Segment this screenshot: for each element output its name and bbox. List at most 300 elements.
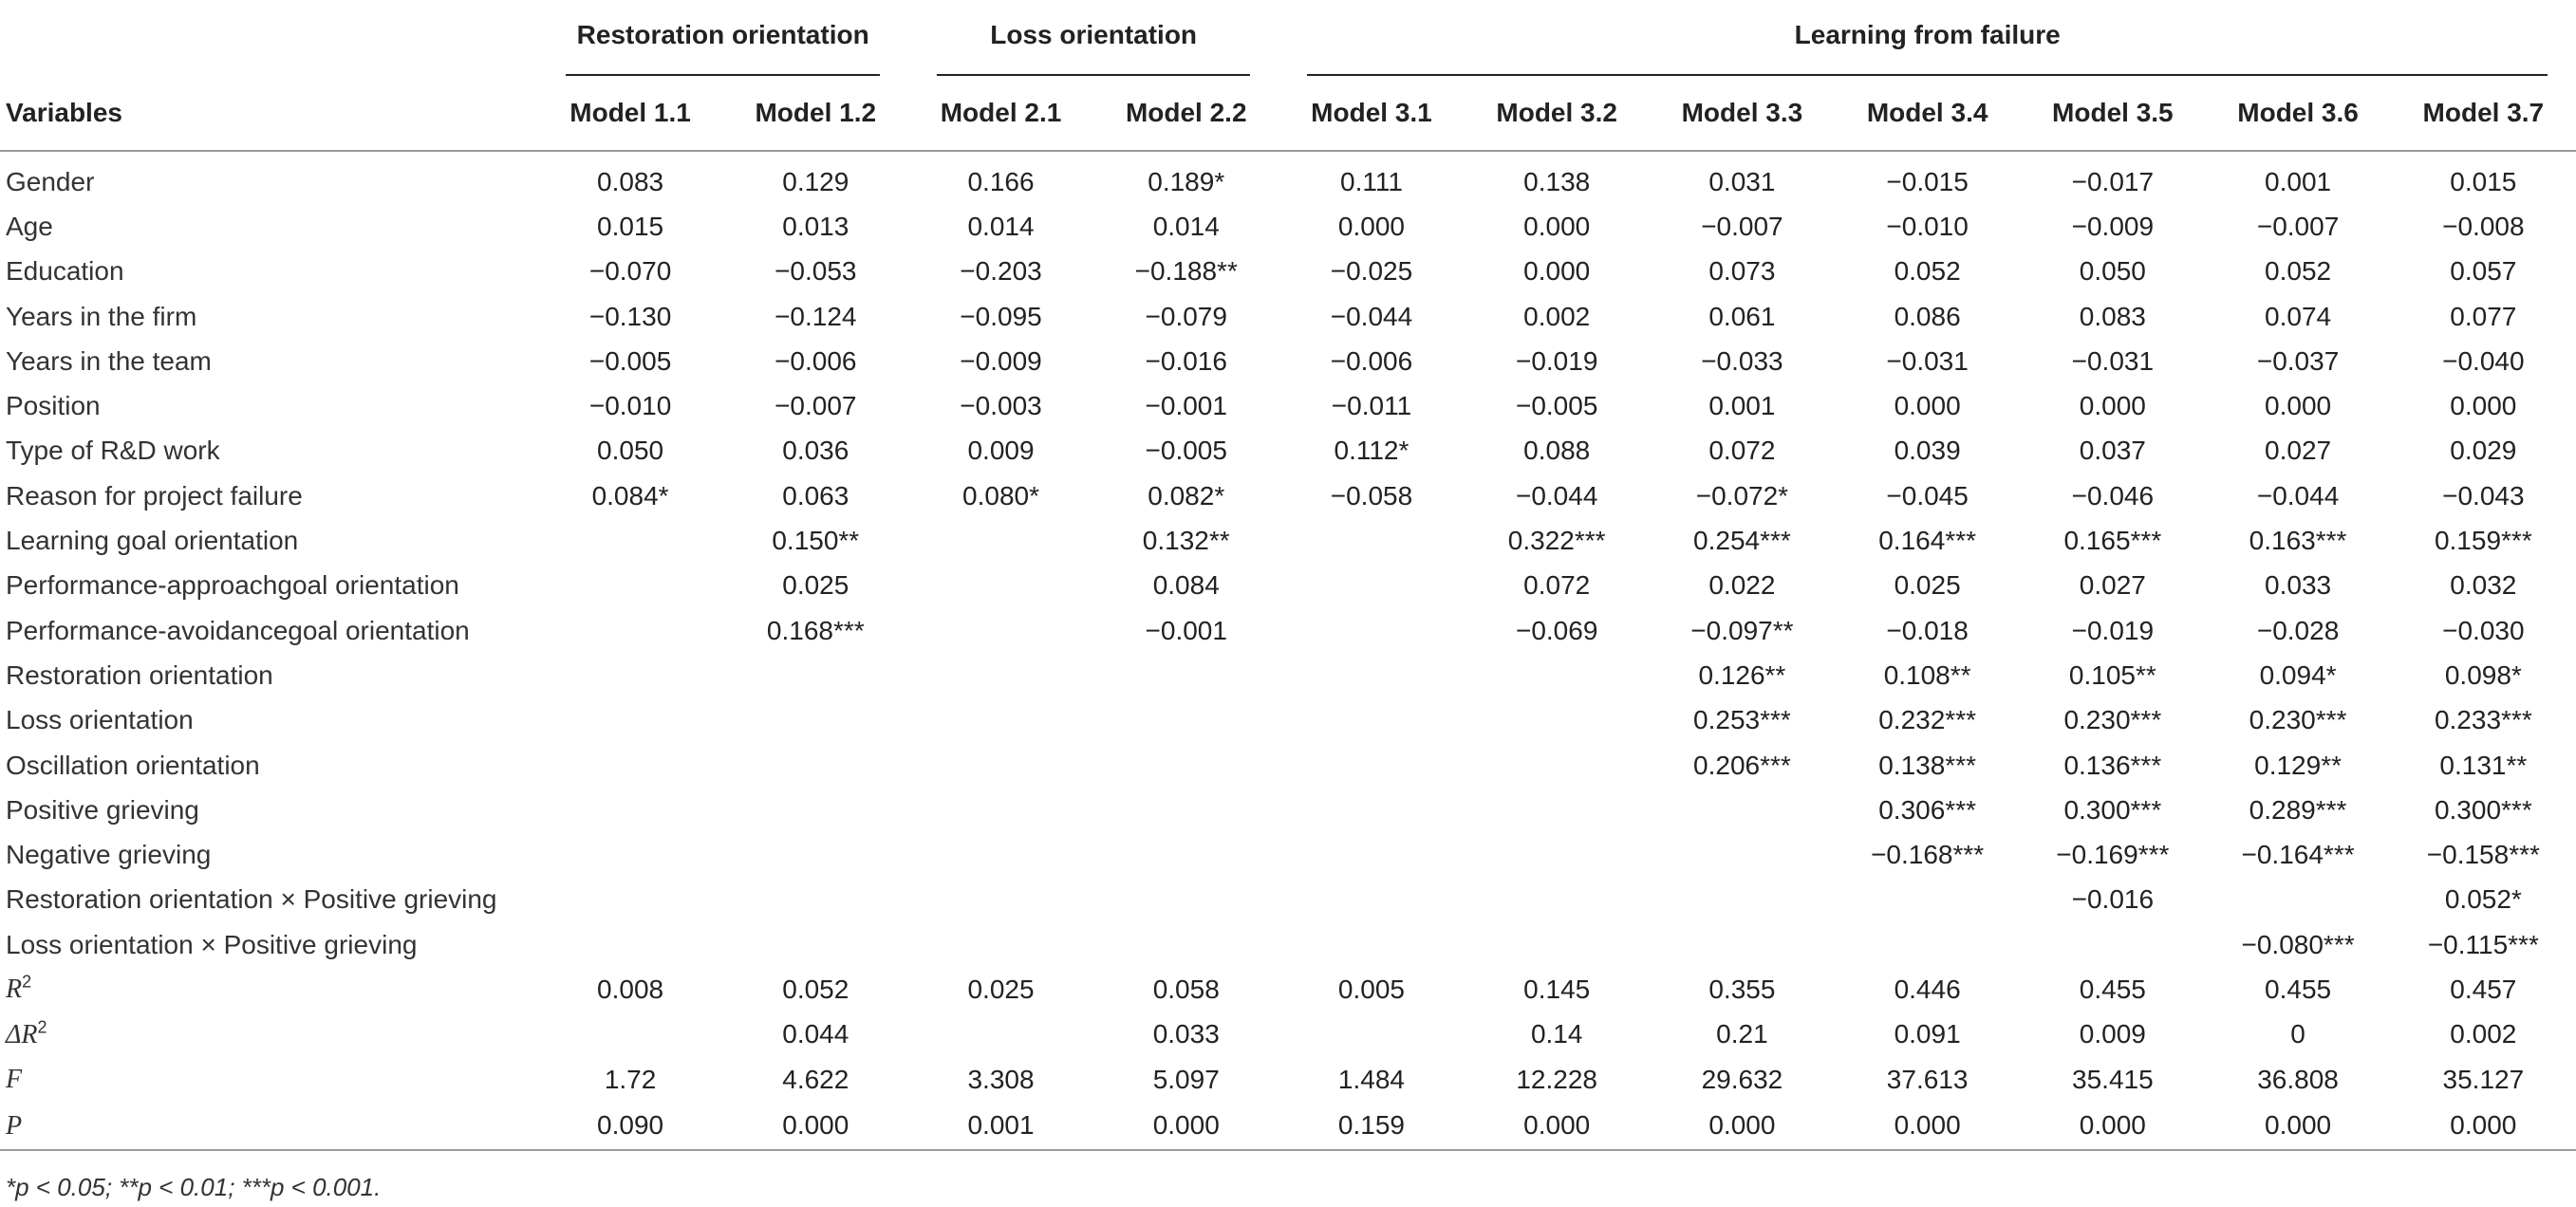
coefficient-cell: 0.033 [1152, 1019, 1220, 1049]
coefficient-cell: 0.14 [1530, 1019, 1583, 1049]
coefficient-cell [908, 922, 1093, 967]
coefficient-cell: 0.230*** [2249, 705, 2347, 735]
coefficient-cell: 0 [2290, 1019, 2305, 1049]
coefficient-cell [1279, 653, 1464, 697]
variable-label-text: Restoration orientation × Positive grieving [6, 884, 497, 915]
variable-label [0, 1057, 537, 1102]
coefficient-cell: −0.168*** [1871, 840, 1985, 870]
variable-label-text: Age [6, 211, 53, 241]
coefficient-cell: 0.058 [1152, 974, 1220, 1004]
coefficient-cell: −0.005 [1515, 391, 1598, 421]
coefficient-cell: 0.000 [2020, 1102, 2205, 1150]
variable-label-text: Years in the firm [6, 301, 197, 331]
coefficient-cell: 0.025 [782, 570, 849, 601]
coefficient-cell: 0.082* [1148, 480, 1225, 511]
model-header: Model 3.3 [1650, 76, 1835, 151]
variable-label-superscript: 2 [37, 1017, 47, 1037]
coefficient-cell: 0.057 [2450, 256, 2517, 287]
coefficient-cell: 0.027 [2265, 436, 2332, 466]
coefficient-cell: 0.455 [2079, 974, 2146, 1004]
table-row [0, 832, 2576, 877]
coefficient-cell: 4.622 [782, 1064, 849, 1094]
coefficient-cell: 0.159*** [2434, 526, 2532, 556]
coefficient-cell [723, 832, 908, 877]
coefficient-cell [1465, 832, 1650, 877]
group-header-restoration: Restoration orientation [537, 0, 907, 76]
coefficient-cell: 0.168*** [766, 615, 865, 645]
coefficient-cell: 37.613 [1886, 1064, 1969, 1094]
coefficient-cell: 0.254*** [1693, 526, 1791, 556]
coefficient-cell: 0.001 [2265, 166, 2332, 196]
coefficient-cell: −0.016 [1145, 345, 1227, 376]
table-row [0, 151, 2576, 204]
coefficient-cell [1650, 788, 1835, 832]
coefficient-cell: 0.013 [782, 211, 849, 241]
variable-label [0, 922, 537, 967]
coefficient-cell: 0.050 [597, 436, 664, 466]
table-row [0, 474, 2576, 518]
coefficient-cell [908, 1012, 1093, 1057]
variable-label [0, 967, 537, 1012]
table-row [0, 743, 2576, 788]
coefficient-cell: 0.306*** [1878, 794, 1976, 825]
coefficient-cell: 35.415 [2072, 1064, 2154, 1094]
variable-label-text: Education [6, 256, 124, 287]
coefficient-cell: 0.000 [1523, 211, 1591, 241]
model-header: Model 3.4 [1835, 76, 2020, 151]
coefficient-cell: −0.019 [2071, 615, 2155, 645]
table-row [0, 608, 2576, 653]
variable-label [0, 339, 537, 383]
coefficient-cell: 0.000 [1650, 1102, 1835, 1150]
coefficient-cell: 0.108** [1883, 659, 1971, 690]
coefficient-cell [1465, 788, 1650, 832]
variable-label-text: P [6, 1110, 23, 1141]
coefficient-cell: 0.159 [1279, 1102, 1464, 1150]
coefficient-cell: −0.095 [960, 301, 1042, 331]
coefficient-cell: 5.097 [1152, 1064, 1220, 1094]
coefficient-cell [1279, 608, 1464, 653]
coefficient-cell [1279, 518, 1464, 563]
coefficient-cell: 0.098* [2444, 659, 2522, 690]
coefficient-cell: 0.000 [1465, 1102, 1650, 1150]
variable-label-text: Gender [6, 166, 95, 196]
coefficient-cell: 35.127 [2442, 1064, 2525, 1094]
coefficient-cell [1835, 878, 2020, 922]
table-row [0, 878, 2576, 922]
model-header: Model 3.5 [2020, 76, 2205, 151]
variable-label-text: Performance-approachgoal orientation [6, 570, 459, 601]
table-row [0, 294, 2576, 339]
coefficient-cell: −0.164*** [2241, 840, 2355, 870]
variable-label [0, 564, 537, 608]
coefficient-cell [1279, 788, 1464, 832]
coefficient-cell: 0.132** [1142, 526, 1230, 556]
coefficient-cell: −0.203 [960, 256, 1042, 287]
coefficient-cell: 0.322*** [1507, 526, 1606, 556]
coefficient-cell: 0.000 [1835, 1102, 2020, 1150]
coefficient-cell [723, 698, 908, 743]
coefficient-cell: 0.129** [2254, 750, 2342, 780]
variable-label [0, 1102, 537, 1150]
coefficient-cell [1279, 1012, 1464, 1057]
coefficient-cell: −0.070 [588, 256, 672, 287]
coefficient-cell: 0.150** [772, 526, 860, 556]
variable-label [0, 653, 537, 697]
coefficient-cell [1465, 653, 1650, 697]
coefficient-cell [1279, 564, 1464, 608]
coefficient-cell [908, 564, 1093, 608]
variable-label-text: Years in the team [6, 345, 212, 376]
coefficient-cell [908, 518, 1093, 563]
model-header-row [0, 76, 2576, 151]
coefficient-cell: −0.031 [2071, 345, 2155, 376]
variable-label [0, 743, 537, 788]
variable-label [0, 294, 537, 339]
coefficient-cell: −0.045 [1886, 480, 1969, 511]
coefficient-cell [537, 608, 722, 653]
table-row [0, 922, 2576, 967]
variable-label-text: Negative grieving [6, 840, 212, 870]
coefficient-cell: 0.138 [1523, 166, 1591, 196]
significance-footnote: *p < 0.05; **p < 0.01; ***p < 0.001. [6, 1173, 382, 1201]
coefficient-cell: 0.105** [2068, 659, 2156, 690]
variable-label [0, 250, 537, 294]
coefficient-cell: −0.069 [1515, 615, 1598, 645]
coefficient-cell: 0.253*** [1693, 705, 1791, 735]
coefficient-cell: 0.000 [2450, 391, 2517, 421]
coefficient-cell: −0.037 [2256, 345, 2340, 376]
coefficient-cell: −0.079 [1145, 301, 1227, 331]
coefficient-cell: 0.008 [597, 974, 664, 1004]
coefficient-cell: −0.017 [2071, 166, 2155, 196]
variable-label-text: Learning goal orientation [6, 526, 299, 556]
coefficient-cell [537, 922, 722, 967]
coefficient-cell: 0.289*** [2249, 794, 2347, 825]
coefficient-cell: 0.300*** [2434, 794, 2532, 825]
coefficient-cell: 0.000 [1523, 256, 1591, 287]
coefficient-cell [723, 878, 908, 922]
coefficient-cell: −0.005 [1145, 436, 1227, 466]
coefficient-cell [1465, 743, 1650, 788]
coefficient-cell: −0.040 [2442, 345, 2525, 376]
model-header: Model 3.7 [2391, 76, 2576, 151]
coefficient-cell: 0.009 [967, 436, 1035, 466]
coefficient-cell: −0.007 [775, 391, 857, 421]
coefficient-cell [1465, 922, 1650, 967]
group-header-learning: Learning from failure [1279, 0, 2576, 76]
coefficient-cell: −0.011 [1331, 391, 1412, 421]
coefficient-cell: −0.018 [1886, 615, 1969, 645]
coefficient-cell: 0.015 [597, 211, 664, 241]
coefficient-cell: 12.228 [1516, 1064, 1597, 1094]
coefficient-cell: 0.052* [2444, 884, 2522, 915]
coefficient-cell: 0.080* [962, 480, 1039, 511]
coefficient-cell [1650, 878, 1835, 922]
coefficient-cell: 0.037 [2079, 436, 2146, 466]
coefficient-cell [537, 653, 722, 697]
coefficient-cell: 0.005 [1337, 974, 1405, 1004]
coefficient-cell: −0.158*** [2426, 840, 2540, 870]
variable-label [0, 788, 537, 832]
coefficient-cell: −0.124 [775, 301, 857, 331]
model-header: Model 2.1 [908, 76, 1093, 151]
coefficient-cell: −0.072* [1695, 480, 1789, 511]
coefficient-cell: 0.063 [782, 480, 849, 511]
model-header: Model 1.1 [537, 76, 722, 151]
coefficient-cell [908, 878, 1093, 922]
coefficient-cell [908, 698, 1093, 743]
coefficient-cell: −0.046 [2071, 480, 2155, 511]
coefficient-cell: 0.166 [967, 166, 1035, 196]
coefficient-cell: 0.061 [1708, 301, 1776, 331]
coefficient-cell: 0.002 [2450, 1019, 2517, 1049]
coefficient-cell [908, 608, 1093, 653]
coefficient-cell: 0.000 [2265, 391, 2332, 421]
coefficient-cell [1093, 653, 1279, 697]
table-row [0, 1012, 2576, 1057]
coefficient-cell: 0.091 [1894, 1019, 1961, 1049]
coefficient-cell: 0.230*** [2063, 705, 2162, 735]
coefficient-cell: 0.000 [723, 1102, 908, 1150]
variable-label-text: Loss orientation [6, 705, 194, 735]
coefficient-cell: 0.033 [2265, 570, 2332, 601]
coefficient-cell: 0.232*** [1878, 705, 1976, 735]
coefficient-cell: −0.025 [1330, 256, 1413, 287]
coefficient-cell: −0.043 [2442, 480, 2525, 511]
variable-label-text: ΔR [6, 1019, 38, 1049]
coefficient-cell: 0.112* [1334, 436, 1409, 466]
coefficient-cell: 0.000 [1894, 391, 1961, 421]
coefficient-cell: 0.131** [2439, 750, 2528, 780]
coefficient-cell: 0.050 [2079, 256, 2146, 287]
coefficient-cell [908, 832, 1093, 877]
variable-label [0, 1012, 537, 1057]
coefficient-cell: 0.032 [2450, 570, 2517, 601]
coefficient-cell: 3.308 [967, 1064, 1035, 1094]
coefficient-cell [723, 922, 908, 967]
variable-label-text: F [6, 1065, 23, 1095]
coefficient-cell: 29.632 [1701, 1064, 1783, 1094]
coefficient-cell [537, 878, 722, 922]
table-row [0, 1102, 2576, 1150]
coefficient-cell: 0.300*** [2063, 794, 2162, 825]
coefficient-cell: −0.033 [1701, 345, 1783, 376]
variable-label-text: Type of R&D work [6, 436, 220, 466]
coefficient-cell: 0.027 [2079, 570, 2146, 601]
variable-label [0, 429, 537, 474]
coefficient-cell: −0.015 [1886, 166, 1969, 196]
coefficient-cell: 0.073 [1708, 256, 1776, 287]
coefficient-cell [1279, 878, 1464, 922]
table-row [0, 967, 2576, 1012]
coefficient-cell: −0.019 [1515, 345, 1598, 376]
coefficient-cell: −0.169*** [2056, 840, 2170, 870]
coefficient-cell: −0.007 [2256, 211, 2340, 241]
coefficient-cell: −0.010 [588, 391, 672, 421]
coefficient-cell: −0.031 [1886, 345, 1969, 376]
coefficient-cell: 0.014 [1152, 211, 1220, 241]
coefficient-cell: 0.000 [2079, 391, 2146, 421]
coefficient-cell [1835, 922, 2020, 967]
coefficient-cell: 0.165*** [2063, 526, 2162, 556]
variable-label-text: Positive grieving [6, 794, 199, 825]
coefficient-cell [1093, 698, 1279, 743]
coefficient-cell: 0.025 [1894, 570, 1961, 601]
coefficient-cell: 0.022 [1708, 570, 1776, 601]
coefficient-cell [537, 518, 722, 563]
coefficient-cell: 0.138*** [1878, 750, 1976, 780]
table-row [0, 204, 2576, 249]
coefficient-cell: 1.484 [1337, 1064, 1405, 1094]
coefficient-cell: 0.189* [1148, 166, 1225, 196]
coefficient-cell: 0.009 [2079, 1019, 2146, 1049]
coefficient-cell: 0.455 [2265, 974, 2332, 1004]
coefficient-cell: −0.115*** [2427, 929, 2539, 959]
variable-label-text: Position [6, 391, 101, 421]
coefficient-cell: 0.355 [1708, 974, 1776, 1004]
variable-label [0, 878, 537, 922]
coefficient-cell [1650, 832, 1835, 877]
coefficient-cell [723, 788, 908, 832]
variables-header: Variables [0, 76, 537, 151]
coefficient-cell: −0.006 [775, 345, 857, 376]
variable-label [0, 383, 537, 428]
coefficient-cell [1279, 698, 1464, 743]
coefficient-cell: 36.808 [2257, 1064, 2339, 1094]
coefficient-cell: 0.000 [2205, 1102, 2390, 1150]
coefficient-cell: 0.21 [1716, 1019, 1768, 1049]
coefficient-cell: 0.039 [1894, 436, 1961, 466]
coefficient-cell [1279, 832, 1464, 877]
coefficient-cell: 0.090 [537, 1102, 722, 1150]
coefficient-cell [1093, 922, 1279, 967]
variable-label [0, 151, 537, 204]
coefficient-cell: −0.130 [588, 301, 672, 331]
table-row [0, 339, 2576, 383]
table-row [0, 518, 2576, 563]
coefficient-cell: −0.010 [1886, 211, 1969, 241]
coefficient-cell [908, 788, 1093, 832]
coefficient-cell: −0.097** [1690, 615, 1794, 645]
coefficient-cell: −0.009 [2071, 211, 2155, 241]
coefficient-cell [537, 788, 722, 832]
coefficient-cell: 0.072 [1708, 436, 1776, 466]
coefficient-cell [537, 743, 722, 788]
coefficient-cell [1093, 788, 1279, 832]
coefficient-cell: 0.025 [967, 974, 1035, 1004]
model-header: Model 2.2 [1093, 76, 1279, 151]
coefficient-cell [908, 653, 1093, 697]
coefficient-cell: 0.074 [2265, 301, 2332, 331]
coefficient-cell: 0.077 [2450, 301, 2517, 331]
coefficient-cell: 0.084 [1152, 570, 1220, 601]
coefficient-cell: 0.086 [1894, 301, 1961, 331]
table-row [0, 1057, 2576, 1102]
coefficient-cell: 0.029 [2450, 436, 2517, 466]
coefficient-cell [1279, 922, 1464, 967]
coefficient-cell: −0.003 [960, 391, 1042, 421]
coefficient-cell: −0.005 [588, 345, 672, 376]
coefficient-cell: −0.044 [2256, 480, 2340, 511]
coefficient-cell [1279, 743, 1464, 788]
coefficient-cell: 0.014 [967, 211, 1035, 241]
coefficient-cell [2020, 922, 2205, 967]
coefficient-cell: −0.007 [1701, 211, 1783, 241]
table-row [0, 429, 2576, 474]
coefficient-cell [537, 698, 722, 743]
coefficient-cell: 0.001 [908, 1102, 1093, 1150]
coefficient-cell: 0.164*** [1878, 526, 1976, 556]
coefficient-cell: −0.188** [1134, 256, 1238, 287]
variable-label-text: Oscillation orientation [6, 750, 260, 780]
coefficient-cell [1093, 743, 1279, 788]
coefficient-cell: −0.030 [2442, 615, 2525, 645]
variable-label-superscript: 2 [22, 973, 32, 993]
coefficient-cell [537, 832, 722, 877]
variable-label [0, 698, 537, 743]
coefficient-cell [537, 1012, 722, 1057]
coefficient-cell: −0.058 [1330, 480, 1413, 511]
coefficient-cell: 0.036 [782, 436, 849, 466]
group-header-empty [0, 0, 537, 76]
group-header-loss: Loss orientation [908, 0, 1279, 76]
coefficient-cell [2205, 878, 2390, 922]
variable-label [0, 204, 537, 249]
coefficient-cell: −0.053 [775, 256, 857, 287]
coefficient-cell [1093, 878, 1279, 922]
coefficient-cell: 0.129 [782, 166, 849, 196]
coefficient-cell: −0.001 [1145, 391, 1227, 421]
model-header: Model 1.2 [723, 76, 908, 151]
coefficient-cell: 0.083 [2079, 301, 2146, 331]
coefficient-cell: 0.084* [591, 480, 669, 511]
table-body [0, 151, 2576, 1150]
variable-label [0, 832, 537, 877]
coefficient-cell: −0.016 [2071, 884, 2155, 915]
coefficient-cell: 0.145 [1523, 974, 1591, 1004]
coefficient-cell [723, 743, 908, 788]
coefficient-cell: 0.031 [1708, 166, 1776, 196]
coefficient-cell: −0.044 [1330, 301, 1413, 331]
table-row [0, 653, 2576, 697]
variable-label-text: Performance-avoidancegoal orientation [6, 615, 470, 645]
coefficient-cell [1465, 878, 1650, 922]
coefficient-cell [1650, 922, 1835, 967]
coefficient-cell: 0.044 [782, 1019, 849, 1049]
coefficient-cell [1465, 698, 1650, 743]
coefficient-cell: 0.002 [1523, 301, 1591, 331]
variable-label-text: Loss orientation × Positive grieving [6, 929, 418, 959]
table-row [0, 788, 2576, 832]
coefficient-cell: 0.001 [1708, 391, 1776, 421]
coefficient-cell [1093, 832, 1279, 877]
coefficient-cell: 0.000 [1093, 1102, 1279, 1150]
coefficient-cell: −0.044 [1515, 480, 1598, 511]
coefficient-cell: 0.126** [1698, 659, 1786, 690]
coefficient-cell [908, 743, 1093, 788]
coefficient-cell: 1.72 [604, 1064, 657, 1094]
variable-label-text: Restoration orientation [6, 659, 273, 690]
coefficient-cell: 0.052 [1894, 256, 1961, 287]
coefficient-cell: −0.028 [2256, 615, 2340, 645]
coefficient-cell: 0.111 [1340, 166, 1403, 196]
coefficient-cell: 0.000 [2391, 1102, 2576, 1150]
coefficient-cell: −0.006 [1330, 345, 1413, 376]
table-row [0, 250, 2576, 294]
coefficient-cell: 0.083 [597, 166, 664, 196]
group-header-row [0, 0, 2576, 76]
